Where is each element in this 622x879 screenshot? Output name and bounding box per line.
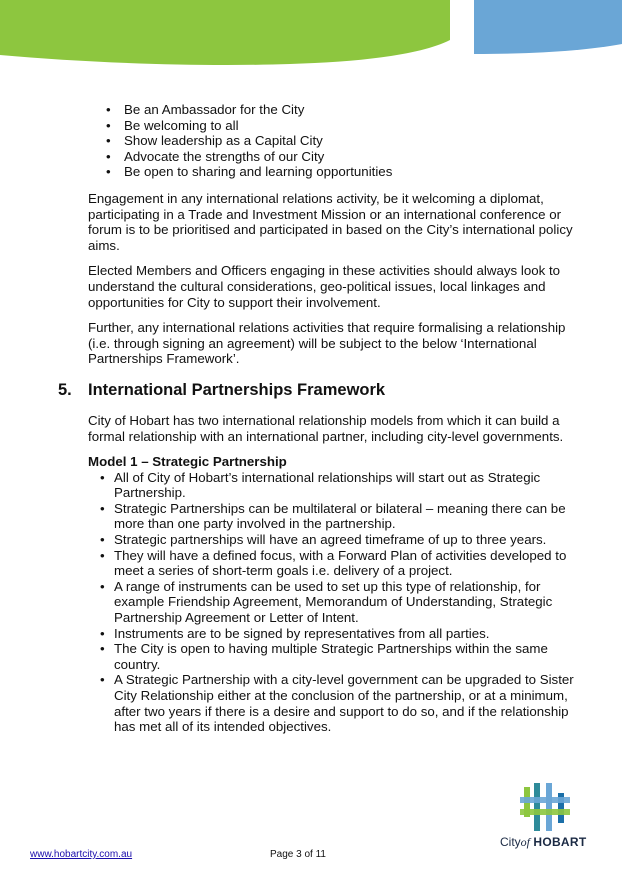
- list-item: • Advocate the strengths of our City: [86, 149, 578, 165]
- model-heading: Model 1 – Strategic Partnership: [88, 454, 287, 470]
- website-link[interactable]: www.hobartcity.com.au: [30, 849, 133, 860]
- section-intro: City of Hobart has two international relationship models from which it can build a formal relationship with an international partner, including city-level governments.: [88, 412, 564, 444]
- list-item: • Be open to sharing and learning opportunities: [86, 164, 578, 180]
- section-title: International Partnerships Framework: [88, 380, 386, 399]
- paragraph-further: Further, any international relations activities that require formalising a relationship (i.e. through signing an agreement) will be subject to the below ‘International Partnerships Framework’.: [88, 320, 566, 367]
- paragraph-engagement: Engagement in any international relations activity, be it welcoming a diplomat, participating in a Trade and Investment Mission or an international conference or forum is to be prioritised and participated in based on the City’s international policy aims.: [88, 190, 573, 253]
- blue-tab: [474, 0, 622, 54]
- city-of-hobart-logo: [498, 783, 598, 853]
- list-item: • A range of instruments can be used to set up this type of relationship, for example Friendship Agreement, Memorandum of Understanding, Strategic Partnership Agreement or Letter of Intent.: [88, 579, 578, 626]
- green-swoosh: [0, 0, 450, 65]
- list-item: • All of City of Hobart’s international relationships will start out as Strategic Partnership.: [88, 470, 578, 501]
- header-banner: [0, 0, 622, 90]
- section-heading: [58, 380, 578, 400]
- list-item: • Strategic partnerships will have an agreed timeframe of up to three years.: [88, 532, 578, 548]
- values-list: [86, 102, 578, 180]
- list-item: • Show leadership as a Capital City: [86, 133, 578, 149]
- page-body: [58, 102, 578, 735]
- section-number: 5.: [58, 380, 72, 399]
- page-number: Page 3 of 11: [270, 849, 326, 860]
- list-item: • They will have a defined focus, with a Forward Plan of activities developed to meet a series of short-term goals i.e. delivery of a project.: [88, 548, 578, 579]
- list-item: • Be welcoming to all: [86, 118, 578, 134]
- model-bullet-list: [88, 470, 578, 735]
- hobart-cross-mark-icon: [520, 783, 570, 831]
- list-item: • Be an Ambassador for the City: [86, 102, 578, 118]
- list-item: • A Strategic Partnership with a city-level government can be upgraded to Sister City Relationship either at the conclusion of the partnership, or at a minimum, after two years if there is a desire and support to do so, and if the relationship has met all of its intended objectives.: [88, 672, 578, 734]
- list-item: • Instruments are to be signed by representatives from all parties.: [88, 626, 578, 642]
- list-item: • The City is open to having multiple Strategic Partnerships within the same country.: [88, 641, 578, 672]
- logo-wordmark: Cityof HOBART: [500, 835, 587, 849]
- list-item: • Strategic Partnerships can be multilateral or bilateral – meaning there can be more than one party involved in the partnership.: [88, 501, 578, 532]
- paragraph-elected-members: Elected Members and Officers engaging in these activities should always look to understand the cultural considerations, geo-political issues, local linkages and opportunities for City to support their involvement.: [88, 263, 561, 310]
